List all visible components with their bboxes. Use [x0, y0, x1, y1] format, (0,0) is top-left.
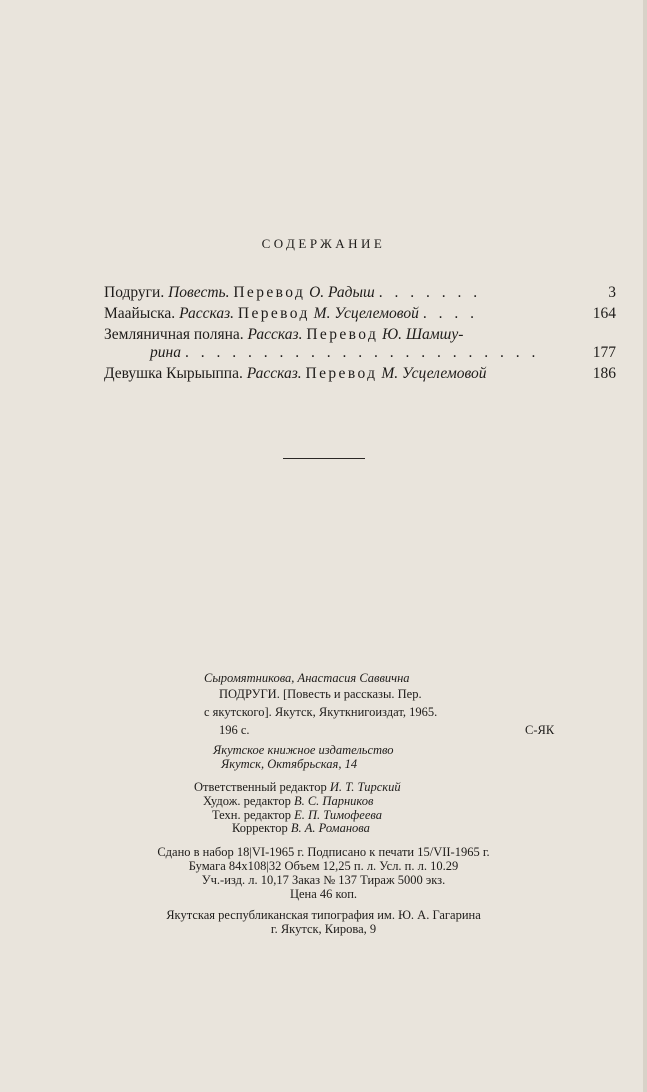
price: Цена 46 коп.: [289, 887, 358, 901]
imprint-author: Сыромятникова, Анастасия Саввична: [204, 671, 410, 685]
toc-translator: О. Радыш: [309, 284, 375, 301]
imprint-title-line: с якутского]. Якутск, Якуткнигоиздат, 1965.: [204, 705, 438, 719]
toc-genre: Повесть.: [168, 284, 230, 301]
toc-title: Девушка Кырыыппа.: [104, 365, 243, 382]
print-info-line: Бумага 84x108|32 Объем 12,25 п. л. Усл. п. л. 10.29: [188, 859, 459, 873]
toc-entry[interactable]: [104, 305, 616, 323]
staff-role: Худож. редактор: [203, 794, 291, 808]
toc-leader-dots: . . . . . . . . . . . . . . . . . . . . . . .: [184, 344, 540, 361]
toc-translator: М. Усцелемовой: [381, 365, 487, 382]
toc-translation-label: Перевод: [305, 365, 378, 382]
imprint-title-line: ПОДРУГИ. [Повесть и рассказы. Пер.: [219, 687, 422, 701]
toc-entry[interactable]: [104, 365, 616, 383]
publisher-address: Якутск, Октябрьская, 14: [221, 757, 358, 771]
printer-address: г. Якутск, Кирова, 9: [270, 922, 377, 936]
page-title: СОДЕРЖАНИЕ: [261, 236, 386, 251]
toc-title: Земляничная поляна.: [104, 326, 244, 343]
toc-title: Маайыска.: [104, 305, 176, 322]
staff-name: Е. П. Тимофеева: [294, 808, 382, 822]
toc-genre: Рассказ.: [246, 365, 302, 382]
toc-translator-continued: рина: [150, 344, 181, 361]
print-info-line: Сдано в набор 18|VI-1965 г. Подписано к печати 15/VII-1965 г.: [157, 845, 490, 859]
staff-name: И. Т. Тирский: [329, 780, 401, 794]
toc-translation-label: Перевод: [233, 284, 306, 301]
imprint-class-code: С-ЯК: [525, 723, 555, 737]
toc-page-number: 186: [592, 365, 616, 382]
toc-page-number: 3: [608, 284, 616, 301]
toc-translation-label: Перевод: [306, 326, 379, 343]
toc-leader-dots: . . . . . . .: [378, 284, 482, 301]
staff-role: Техн. редактор: [212, 808, 291, 822]
toc-translator: Ю. Шамшу-: [382, 326, 464, 343]
staff-line: [203, 794, 373, 809]
toc-entry[interactable]: [104, 284, 616, 302]
staff-name: В. А. Романова: [290, 821, 370, 835]
toc-genre: Рассказ.: [247, 326, 303, 343]
toc-translation-label: Перевод: [237, 305, 310, 322]
toc-leader-dots: . . . .: [422, 305, 478, 322]
printer-name: Якутская республиканская типография им. Ю. А. Гагарина: [166, 908, 481, 922]
toc-translator: М. Усцелемовой: [313, 305, 419, 322]
table-of-contents: [104, 284, 616, 386]
staff-role: Ответственный редактор: [194, 780, 327, 794]
publisher-name: Якутское книжное издательство: [213, 743, 394, 757]
staff-line: [232, 821, 370, 836]
toc-page-number: 164: [592, 305, 616, 322]
print-info-line: Уч.-изд. л. 10,17 Заказ № 137 Тираж 5000 экз.: [201, 873, 446, 887]
toc-entry[interactable]: [104, 326, 616, 362]
imprint-pages: 196 с.: [219, 723, 250, 737]
toc-page-number: 177: [592, 344, 616, 361]
staff-line: [194, 780, 401, 795]
section-divider: [283, 458, 365, 459]
toc-genre: Рассказ.: [179, 305, 234, 322]
staff-name: В. С. Парников: [293, 794, 374, 808]
staff-role: Корректор: [232, 821, 288, 835]
toc-title: Подруги.: [104, 284, 165, 301]
